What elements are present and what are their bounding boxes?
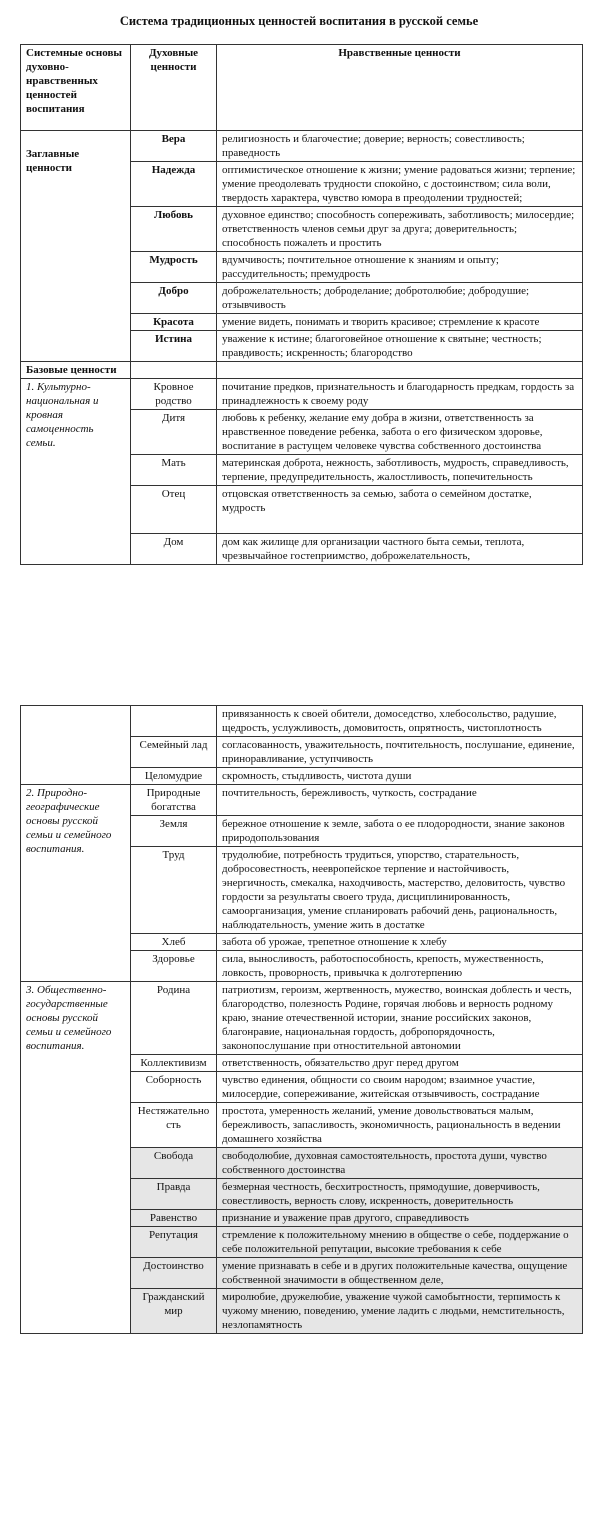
- header-col-basis: Системные основы духовно-нравственных ценностей воспитания: [21, 45, 131, 131]
- value-description: сила, выносливость, работоспособность, крепость, мужественность, ловкость, проворность, привычка к долготерпению: [217, 951, 583, 982]
- value-description: почтительность, бережливость, чуткость, сострадание: [217, 785, 583, 816]
- value-name: Коллективизм: [131, 1055, 217, 1072]
- value-name: Репутация: [131, 1227, 217, 1258]
- table-row: [21, 131, 583, 162]
- value-description: оптимистическое отношение к жизни; умение радоваться жизни; терпение; умение преодолевать трудности спокойно, с достоинством; сила воли, твердость характера, чувство юмора в преодолении трудностей;: [217, 162, 583, 207]
- value-description: стремление к положительному мнению в обществе о себе, поддержание о себе положительной репутации, высокие требования к себе: [217, 1227, 583, 1258]
- value-name: Вера: [131, 131, 217, 162]
- value-name: Достоинство: [131, 1258, 217, 1289]
- value-name: Хлеб: [131, 934, 217, 951]
- value-description: признание и уважение прав другого, справедливость: [217, 1210, 583, 1227]
- value-name: Труд: [131, 847, 217, 934]
- value-description: уважение к истине; благоговейное отношение к святыне; честность; правдивость; искренность; благородство: [217, 331, 583, 362]
- value-name: Добро: [131, 283, 217, 314]
- value-description: дом как жилище для организации частного быта семьи, теплота, чрезвычайное гостеприимство, доброжелательность,: [217, 534, 583, 565]
- value-name: [131, 706, 217, 737]
- value-name: Любовь: [131, 207, 217, 252]
- header-col-spiritual: Духовные ценности: [131, 45, 217, 131]
- value-description: простота, умеренность желаний, умение довольствоваться малым, бережливость, запасливость, экономичность, рациональность в ведении домашнего хозяйства: [217, 1103, 583, 1148]
- table-row: [21, 379, 583, 410]
- value-description: религиозность и благочестие; доверие; верность; совестливость; праведность: [217, 131, 583, 162]
- value-description: отцовская ответственность за семью, забота о семейном достатке, мудрость: [217, 486, 583, 534]
- header-col-moral: Нравственные ценности: [217, 45, 583, 131]
- value-name: Отец: [131, 486, 217, 534]
- value-name: Нестяжательность: [131, 1103, 217, 1148]
- section-main-values: Заглавные ценности: [21, 131, 131, 362]
- value-description: привязанность к своей обители, домоседство, хлебосольство, радушие, щедрость, услужливость, домовитость, опрятность, чистоплотность: [217, 706, 583, 737]
- value-name: Правда: [131, 1179, 217, 1210]
- values-table-part-1: [20, 44, 583, 565]
- value-name: Здоровье: [131, 951, 217, 982]
- value-description: духовное единство; способность сопереживать, заботливость; милосердие; ответственность членов семьи друг за друга; доверительность; способность пожалеть и простить: [217, 207, 583, 252]
- value-name: Родина: [131, 982, 217, 1055]
- value-description: миролюбие, дружелюбие, уважение чужой самобытности, терпимость к чужому мнению, поведению, умение ладить с людьми, немстительность, незлопамятность: [217, 1289, 583, 1334]
- value-description: бережное отношение к земле, забота о ее плодородности, знание законов природопользования: [217, 816, 583, 847]
- value-name: Семейный лад: [131, 737, 217, 768]
- value-description: чувство единения, общности со своим народом; взаимное участие, милосердие, сопереживание, житейская отзывчивость, сострадание: [217, 1072, 583, 1103]
- value-description: материнская доброта, нежность, заботливость, мудрость, справедливость, терпение, предупредительность, жалостливость, попечительность: [217, 455, 583, 486]
- value-description: умение признавать в себе и в других положительные качества, ощущение собственной значимости в общественном деле,: [217, 1258, 583, 1289]
- section-group-3: 3. Общественно-государственные основы русской семьи и семейного воспитания.: [21, 982, 131, 1334]
- value-name: Дитя: [131, 410, 217, 455]
- value-name: Гражданский мир: [131, 1289, 217, 1334]
- value-description: доброжелательность; доброделание; добротолюбие; добродушие; отзывчивость: [217, 283, 583, 314]
- value-name: Надежда: [131, 162, 217, 207]
- document-title: Система традиционных ценностей воспитания в русской семье: [119, 14, 479, 28]
- value-name: Свобода: [131, 1148, 217, 1179]
- value-name: Красота: [131, 314, 217, 331]
- value-name: Кровное родство: [131, 379, 217, 410]
- values-table-part-2: [20, 705, 583, 1334]
- value-description: ответственность, обязательство друг перед другом: [217, 1055, 583, 1072]
- value-name: Целомудрие: [131, 768, 217, 785]
- value-description: любовь к ребенку, желание ему добра в жизни, ответственность за нравственное поведение ребенка, забота о его физическом здоровье, воспитание в растущем человеке чувства собственного достоинства: [217, 410, 583, 455]
- value-name: Соборность: [131, 1072, 217, 1103]
- table-row: [21, 785, 583, 816]
- value-name: Равенство: [131, 1210, 217, 1227]
- table-row: [21, 982, 583, 1055]
- value-name: Истина: [131, 331, 217, 362]
- table-row: [21, 706, 583, 737]
- value-name: Природные богатства: [131, 785, 217, 816]
- value-description: свободолюбие, духовная самостоятельность, простота души, чувство собственного достоинства: [217, 1148, 583, 1179]
- table-row: [21, 362, 583, 379]
- value-description: забота об урожае, трепетное отношение к хлебу: [217, 934, 583, 951]
- value-name: Мать: [131, 455, 217, 486]
- section-base-values: Базовые ценности: [21, 362, 131, 379]
- value-description: вдумчивость; почтительное отношение к знаниям и опыту; рассудительность; премудрость: [217, 252, 583, 283]
- value-description: патриотизм, героизм, жертвенность, мужество, воинская доблесть и честь, благородство, полезность Родине, горячая любовь и верность родному краю, знание отечественной истории, знание российских законов, благонравие, национальная гордость, добропорядочность, законопослушание при отностительной автономии: [217, 982, 583, 1055]
- value-description: согласованность, уважительность, почтительность, послушание, единение, приноравливание, уступчивость: [217, 737, 583, 768]
- section-group-2: 2. Природно-географические основы русской семьи и семейного воспитания.: [21, 785, 131, 982]
- value-description: трудолюбие, потребность трудиться, упорство, старательность, добросовестность, неевропейское терпение и настойчивость, энергичность, смекалка, находчивость, мастерство, деловитость, чувство гордости за результаты своего труда, дисциплинированность, самоорганизация, умение спланировать рабочий день, рациональность, наблюдательность, умение жить в достатке: [217, 847, 583, 934]
- table-header-row: [21, 45, 583, 131]
- value-description: безмерная честность, бесхитростность, прямодушие, доверчивость, совестливость, верность слову, искренность, доверительность: [217, 1179, 583, 1210]
- value-description: почитание предков, признательность и благодарность предкам, гордость за принадлежность к своему роду: [217, 379, 583, 410]
- value-description: скромность, стыдливость, чистота души: [217, 768, 583, 785]
- section-group-1: 1. Культурно-национальная и кровная самоценность семьи.: [21, 379, 131, 565]
- value-description: умение видеть, понимать и творить красивое; стремление к красоте: [217, 314, 583, 331]
- value-name: Мудрость: [131, 252, 217, 283]
- value-name: Дом: [131, 534, 217, 565]
- value-name: Земля: [131, 816, 217, 847]
